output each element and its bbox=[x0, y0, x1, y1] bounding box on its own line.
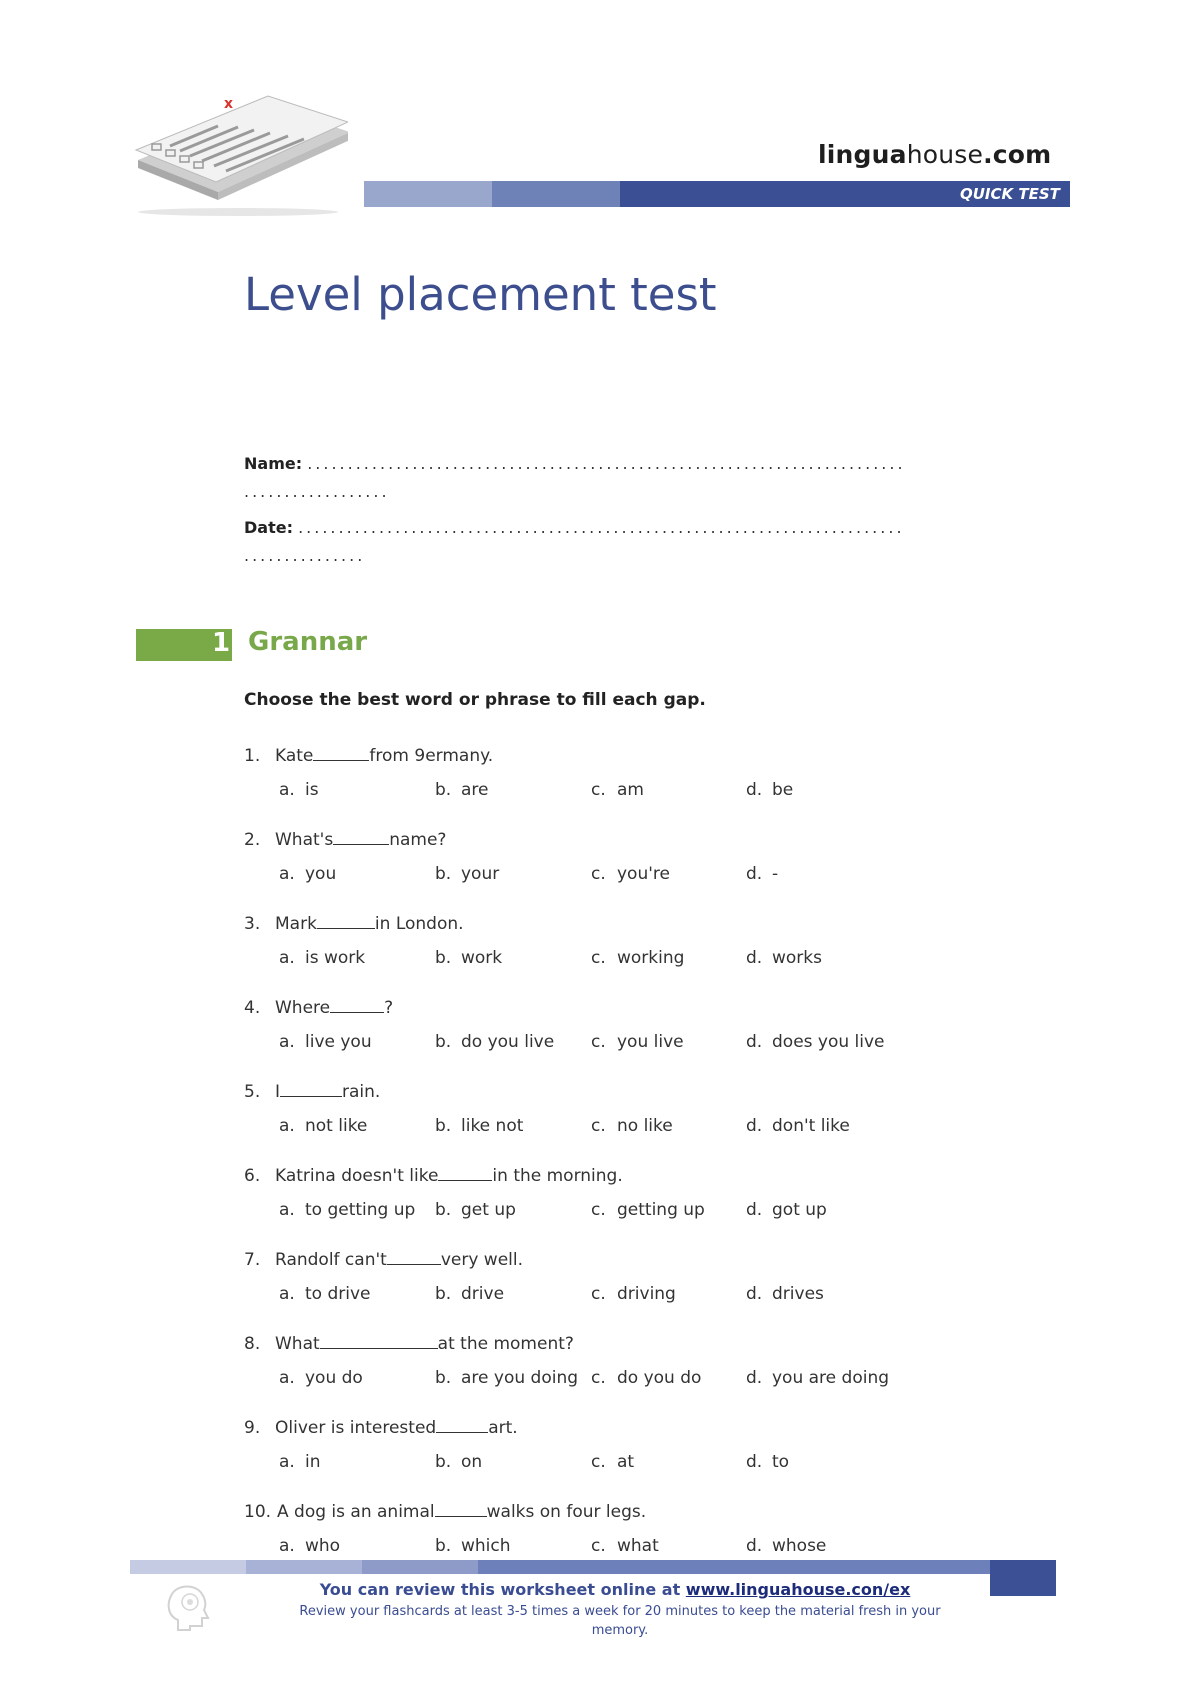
option-a[interactable] bbox=[279, 1368, 363, 1388]
answer-gap[interactable] bbox=[438, 1166, 492, 1181]
option-letter: c. bbox=[591, 1200, 606, 1220]
brand-tld: .com bbox=[983, 140, 1052, 169]
question-suffix: rain. bbox=[342, 1082, 381, 1102]
option-text: at bbox=[617, 1452, 635, 1472]
header-bar-light bbox=[364, 181, 492, 207]
name-label: Name: bbox=[244, 454, 303, 473]
date-label: Date: bbox=[244, 518, 293, 537]
question-suffix: in the morning. bbox=[492, 1166, 623, 1186]
footer-review-link[interactable]: www.linguahouse.con/ex bbox=[685, 1580, 911, 1599]
option-letter: d. bbox=[746, 1116, 763, 1136]
option-c[interactable] bbox=[591, 1536, 659, 1556]
option-text: are bbox=[461, 780, 489, 800]
instructions: Choose the best word or phrase to fill each gap. bbox=[244, 690, 706, 710]
option-text: like not bbox=[461, 1116, 524, 1136]
option-b[interactable] bbox=[435, 948, 502, 968]
answer-gap[interactable] bbox=[313, 746, 369, 761]
option-d[interactable] bbox=[746, 948, 822, 968]
option-text: to drive bbox=[305, 1284, 371, 1304]
option-letter: d. bbox=[746, 1368, 763, 1388]
svg-text:x: x bbox=[224, 96, 234, 112]
question-suffix: art. bbox=[488, 1418, 518, 1438]
option-letter: d. bbox=[746, 864, 763, 884]
option-text: am bbox=[617, 780, 644, 800]
question-suffix: ? bbox=[384, 998, 394, 1018]
question-text bbox=[275, 1250, 523, 1270]
option-text: getting up bbox=[617, 1200, 705, 1220]
option-text: your bbox=[461, 864, 500, 884]
option-d[interactable] bbox=[746, 780, 793, 800]
question-number: 9. bbox=[244, 1418, 261, 1438]
option-text: work bbox=[461, 948, 503, 968]
option-letter: a. bbox=[279, 1200, 295, 1220]
option-a[interactable] bbox=[279, 1032, 372, 1052]
option-text: whose bbox=[772, 1536, 827, 1556]
question-prefix: A dog is an animal bbox=[277, 1502, 435, 1522]
section-number: 1 bbox=[212, 628, 231, 658]
option-letter: d. bbox=[746, 1452, 763, 1472]
answer-gap[interactable] bbox=[330, 998, 384, 1013]
option-letter: b. bbox=[435, 1452, 452, 1472]
answer-gap[interactable] bbox=[387, 1250, 441, 1265]
option-b[interactable] bbox=[435, 1200, 516, 1220]
option-a[interactable] bbox=[279, 948, 365, 968]
question-prefix: Katrina doesn't like bbox=[275, 1166, 439, 1186]
option-d[interactable] bbox=[746, 1284, 824, 1304]
date-dots: ........................................................................... bbox=[298, 518, 905, 537]
question-suffix: name? bbox=[389, 830, 447, 850]
option-b[interactable] bbox=[435, 864, 499, 884]
option-text: drives bbox=[772, 1284, 824, 1304]
option-text: - bbox=[772, 864, 779, 884]
question-number: 7. bbox=[244, 1250, 261, 1270]
option-d[interactable] bbox=[746, 1116, 850, 1136]
option-text: are you doing bbox=[461, 1368, 579, 1388]
option-letter: b. bbox=[435, 1116, 452, 1136]
question-text bbox=[275, 1082, 380, 1102]
question-suffix: in London. bbox=[374, 914, 464, 934]
worksheet-illustration bbox=[128, 88, 348, 222]
question-prefix: What bbox=[275, 1334, 320, 1354]
footer-bar-4 bbox=[478, 1560, 990, 1574]
option-text: does you live bbox=[772, 1032, 885, 1052]
date-dots-2: ............... bbox=[244, 546, 366, 565]
option-a[interactable] bbox=[279, 1116, 367, 1136]
option-a[interactable] bbox=[279, 1452, 321, 1472]
option-c[interactable] bbox=[591, 948, 684, 968]
option-c[interactable] bbox=[591, 1368, 701, 1388]
option-letter: c. bbox=[591, 780, 606, 800]
option-letter: b. bbox=[435, 1368, 452, 1388]
option-text: live you bbox=[305, 1032, 372, 1052]
answer-gap[interactable] bbox=[436, 1418, 488, 1433]
option-letter: d. bbox=[746, 1200, 763, 1220]
option-text: in bbox=[305, 1452, 321, 1472]
option-d[interactable] bbox=[746, 864, 778, 884]
option-letter: b. bbox=[435, 1284, 452, 1304]
option-letter: a. bbox=[279, 780, 295, 800]
question-prefix: Kate bbox=[275, 746, 314, 766]
question-number: 1. bbox=[244, 746, 261, 766]
option-letter: c. bbox=[591, 1116, 606, 1136]
option-c[interactable] bbox=[591, 1032, 684, 1052]
option-a[interactable] bbox=[279, 1284, 371, 1304]
option-text: you're bbox=[617, 864, 670, 884]
footer-review-text: You can review this worksheet online at bbox=[319, 1580, 686, 1599]
option-d[interactable] bbox=[746, 1032, 885, 1052]
option-letter: c. bbox=[591, 1032, 606, 1052]
footer-bar-3 bbox=[362, 1560, 478, 1574]
answer-gap[interactable] bbox=[317, 914, 375, 929]
option-letter: a. bbox=[279, 1116, 295, 1136]
option-text: who bbox=[305, 1536, 341, 1556]
option-text: get up bbox=[461, 1200, 516, 1220]
date-field[interactable] bbox=[244, 518, 905, 537]
option-text: you are doing bbox=[772, 1368, 890, 1388]
question-text bbox=[275, 1166, 623, 1186]
option-c[interactable] bbox=[591, 864, 670, 884]
answer-gap[interactable] bbox=[320, 1334, 438, 1349]
option-b[interactable] bbox=[435, 780, 489, 800]
option-d[interactable] bbox=[746, 1452, 789, 1472]
option-b[interactable] bbox=[435, 1452, 482, 1472]
option-text: you bbox=[305, 864, 337, 884]
option-b[interactable] bbox=[435, 1536, 511, 1556]
option-text: be bbox=[772, 780, 794, 800]
option-a[interactable] bbox=[279, 780, 319, 800]
question-number: 4. bbox=[244, 998, 261, 1018]
footer-flashcards-note: Review your flashcards at least 3-5 times a week for 20 minutes to keep the material fresh in your memory. bbox=[299, 1604, 941, 1638]
question-number: 2. bbox=[244, 830, 261, 850]
option-letter: a. bbox=[279, 1536, 295, 1556]
option-letter: c. bbox=[591, 1284, 606, 1304]
option-text: to bbox=[772, 1452, 790, 1472]
option-text: not like bbox=[305, 1116, 368, 1136]
option-letter: a. bbox=[279, 1284, 295, 1304]
question-prefix: I bbox=[275, 1082, 281, 1102]
option-d[interactable] bbox=[746, 1200, 827, 1220]
option-letter: a. bbox=[279, 1368, 295, 1388]
question-number: 10. bbox=[244, 1502, 272, 1522]
option-c[interactable] bbox=[591, 1116, 673, 1136]
option-c[interactable] bbox=[591, 780, 644, 800]
option-text: you do bbox=[305, 1368, 363, 1388]
option-letter: b. bbox=[435, 780, 452, 800]
header-bar-mid bbox=[492, 181, 620, 207]
question-suffix: walks on four legs. bbox=[486, 1502, 647, 1522]
answer-gap[interactable] bbox=[280, 1082, 342, 1097]
option-a[interactable] bbox=[279, 1536, 340, 1556]
date-dots-cont bbox=[244, 546, 365, 565]
option-text: is bbox=[305, 780, 319, 800]
name-dots: .......................................................................... bbox=[307, 454, 906, 473]
option-letter: d. bbox=[746, 780, 763, 800]
option-text: drive bbox=[461, 1284, 505, 1304]
option-letter: d. bbox=[746, 1536, 763, 1556]
footer-bar-1 bbox=[130, 1560, 246, 1574]
quick-test-label: QUICK TEST bbox=[960, 185, 1060, 203]
option-text: to getting up bbox=[305, 1200, 416, 1220]
option-c[interactable] bbox=[591, 1200, 705, 1220]
brand-light: house bbox=[906, 140, 984, 169]
option-text: you live bbox=[617, 1032, 684, 1052]
question-text bbox=[275, 1418, 518, 1438]
option-letter: b. bbox=[435, 1032, 452, 1052]
option-letter: c. bbox=[591, 1368, 606, 1388]
option-letter: b. bbox=[435, 1536, 452, 1556]
option-text: which bbox=[461, 1536, 511, 1556]
option-text: don't like bbox=[772, 1116, 850, 1136]
option-letter: d. bbox=[746, 1032, 763, 1052]
option-d[interactable] bbox=[746, 1536, 826, 1556]
option-a[interactable] bbox=[279, 864, 336, 884]
option-letter: a. bbox=[279, 948, 295, 968]
option-letter: d. bbox=[746, 1284, 763, 1304]
question-prefix: Randolf can't bbox=[275, 1250, 387, 1270]
answer-gap[interactable] bbox=[435, 1502, 487, 1517]
option-text: is work bbox=[305, 948, 366, 968]
question-text bbox=[275, 914, 464, 934]
question-text bbox=[275, 830, 446, 850]
question-text bbox=[275, 746, 493, 766]
question-text bbox=[277, 1502, 646, 1522]
section-title: Grannar bbox=[248, 627, 368, 657]
option-text: got up bbox=[772, 1200, 827, 1220]
option-c[interactable] bbox=[591, 1284, 676, 1304]
name-dots-2: .................. bbox=[244, 482, 390, 501]
option-a[interactable] bbox=[279, 1200, 415, 1220]
page-title: Level placement test bbox=[244, 268, 717, 321]
option-letter: c. bbox=[591, 864, 606, 884]
brand-logo bbox=[818, 140, 1051, 169]
option-d[interactable] bbox=[746, 1368, 889, 1388]
option-text: do you live bbox=[461, 1032, 555, 1052]
option-letter: c. bbox=[591, 1452, 606, 1472]
option-b[interactable] bbox=[435, 1032, 554, 1052]
question-number: 6. bbox=[244, 1166, 261, 1186]
option-letter: b. bbox=[435, 948, 452, 968]
option-letter: a. bbox=[279, 1452, 295, 1472]
question-text bbox=[275, 1334, 574, 1354]
question-prefix: What's bbox=[275, 830, 334, 850]
answer-gap[interactable] bbox=[333, 830, 389, 845]
question-suffix: from 9ermany. bbox=[369, 746, 494, 766]
question-prefix: Mark bbox=[275, 914, 317, 934]
question-suffix: very well. bbox=[440, 1250, 523, 1270]
question-suffix: at the moment? bbox=[437, 1334, 574, 1354]
option-letter: c. bbox=[591, 948, 606, 968]
option-letter: d. bbox=[746, 948, 763, 968]
brand-bold: lingua bbox=[818, 140, 907, 169]
option-text: do you do bbox=[617, 1368, 702, 1388]
question-number: 3. bbox=[244, 914, 261, 934]
footer-review-line bbox=[0, 1580, 1200, 1599]
option-b[interactable] bbox=[435, 1284, 504, 1304]
option-text: what bbox=[617, 1536, 659, 1556]
option-text: on bbox=[461, 1452, 483, 1472]
option-text: driving bbox=[617, 1284, 676, 1304]
question-prefix: Oliver is interested bbox=[275, 1418, 437, 1438]
option-letter: b. bbox=[435, 1200, 452, 1220]
option-text: no like bbox=[617, 1116, 673, 1136]
option-b[interactable] bbox=[435, 1368, 578, 1388]
name-field[interactable] bbox=[244, 454, 906, 473]
option-text: works bbox=[772, 948, 822, 968]
option-letter: b. bbox=[435, 864, 452, 884]
option-letter: a. bbox=[279, 864, 295, 884]
option-letter: c. bbox=[591, 1536, 606, 1556]
option-letter: a. bbox=[279, 1032, 295, 1052]
question-number: 8. bbox=[244, 1334, 261, 1354]
option-b[interactable] bbox=[435, 1116, 523, 1136]
question-prefix: Where bbox=[275, 998, 331, 1018]
name-dots-cont bbox=[244, 482, 390, 501]
footer-bar-2 bbox=[246, 1560, 362, 1574]
option-c[interactable] bbox=[591, 1452, 634, 1472]
question-number: 5. bbox=[244, 1082, 261, 1102]
option-text: working bbox=[617, 948, 685, 968]
question-text bbox=[275, 998, 393, 1018]
